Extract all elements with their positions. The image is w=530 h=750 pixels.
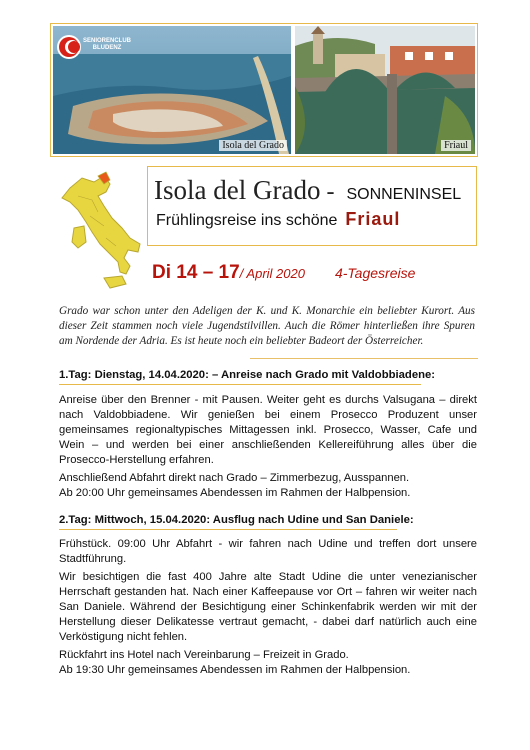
day1-paragraph: Anschließend Abfahrt direkt nach Grado – Zimmerbezug, Ausspannen. bbox=[59, 472, 410, 484]
italy-map-icon bbox=[48, 166, 148, 296]
day1-paragraph: Anreise über den Brenner - mit Pausen. Weiter geht es durchs Valsugana – direkt nach Valdobbiadene. Wir genießen bei einem Prosecco Produzent unser gemeinsames regionaltypisches Mittagessen inkl. Prosecco, Wasser, Cafe und Wein – und werden bei einer anschließenden Kellereiführung alles über die Prosecco-Herstellung erfahren. bbox=[59, 394, 477, 466]
title-line bbox=[154, 175, 461, 206]
day2-heading-underline bbox=[59, 529, 397, 530]
day1-heading-underline bbox=[59, 384, 421, 385]
logo-line2: BLUDENZ bbox=[92, 45, 122, 51]
intro-text: Grado war schon unter den Adeligen der K. und K. Monarchie ein beliebter Kurort. Aus dieser Zeit stammen noch viele Jugendstilvillen. Auch die Römer hinterließen ihre Spuren am Nordende der Adria. Es ist heute noch ein beliebter Badeort der Österreicher. bbox=[59, 305, 475, 347]
title-dash: - bbox=[326, 179, 335, 205]
friaul-bridge-photo bbox=[295, 26, 475, 154]
destination-title: Isola del Grado bbox=[154, 175, 321, 205]
intro-divider bbox=[250, 358, 478, 359]
day1-body bbox=[59, 393, 477, 501]
date-month-year: / April 2020 bbox=[239, 266, 305, 281]
day2-paragraph: Ab 19:30 Uhr gemeinsames Abendessen im Rahmen der Halbpension. bbox=[59, 664, 411, 676]
tagline-line bbox=[156, 209, 400, 230]
seniorenclub-logo bbox=[83, 38, 131, 52]
photo-caption-left: Isola del Grado bbox=[219, 140, 287, 151]
day2-paragraph: Wir besichtigen die fast 400 Jahre alte Stadt Udine die unter venezianischer Herrschaft gestanden hat. Nach einer Kaffeepause vor Ort – fahren wir weiter nach San Daniele. Während der Besichtigung einer Schinkenfabrik werden wir mit der Herstellung dieser Delikatesse vertraut gemacht, - dabei darf natürlich auch eine Verköstigung nicht fehlen. bbox=[59, 571, 477, 643]
logo-text bbox=[83, 38, 131, 52]
trip-duration: 4-Tagesreise bbox=[334, 265, 416, 281]
title-box bbox=[147, 166, 477, 246]
day2-paragraph: Frühstück. 09:00 Uhr Abfahrt - wir fahren nach Udine und treffen dort unsere Stadtführung. bbox=[59, 538, 477, 565]
date-range: Di 14 – 17 bbox=[152, 262, 240, 283]
day2-heading: 2.Tag: Mittwoch, 15.04.2020: Ausflug nach Udine und San Daniele: bbox=[59, 514, 414, 526]
region-name: Friaul bbox=[345, 209, 401, 229]
photo-caption-right: Friaul bbox=[441, 140, 471, 151]
day2-body bbox=[59, 537, 477, 678]
trip-dates bbox=[152, 262, 415, 284]
day1-heading: 1.Tag: Dienstag, 14.04.2020: – Anreise nach Grado mit Valdobbiadene: bbox=[59, 369, 436, 381]
header-photo-strip bbox=[50, 23, 478, 157]
destination-subtitle: SONNENINSEL bbox=[346, 186, 462, 203]
trip-tagline: Frühlingsreise ins schöne bbox=[156, 212, 338, 229]
logo-line1: SENIORENCLUB bbox=[83, 38, 132, 44]
grado-aerial-photo bbox=[53, 26, 291, 154]
day1-paragraph: Ab 20:00 Uhr gemeinsames Abendessen im Rahmen der Halbpension. bbox=[59, 487, 411, 499]
day2-paragraph: Rückfahrt ins Hotel nach Vereinbarung – Freizeit in Grado. bbox=[59, 649, 349, 661]
